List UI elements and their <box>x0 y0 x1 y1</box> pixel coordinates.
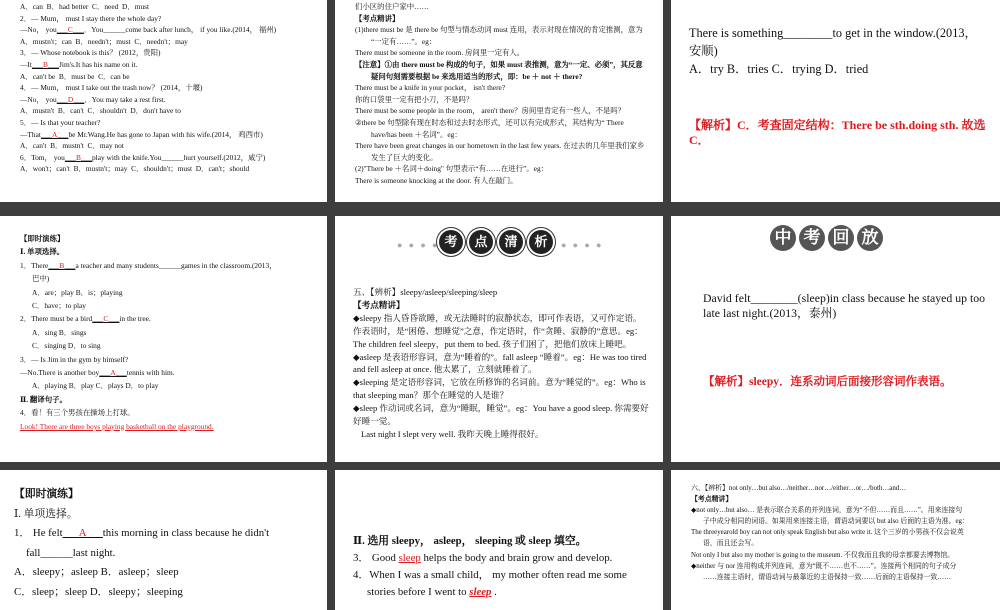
question-options: A．try B．tries C．trying D．tried <box>689 62 869 76</box>
text-line: fall______last night. <box>26 546 116 559</box>
text-line: 巴中) <box>32 274 50 284</box>
slide-there-must-be[interactable] <box>335 0 663 202</box>
text-line: 3． Good sleep helps the body and brain grow and develop. <box>353 552 613 564</box>
text-line: A．mustn't；can B．needn't；must C．needn't；may <box>20 36 188 46</box>
text-line: A．playing B．play C．plays D．to play <box>32 381 159 391</box>
text-line: A．mustn't B．can't C．shouldn't D．don't have to <box>20 106 181 116</box>
answer-explanation: 【解析】C．考查固定结构：There be sth.doing sth. 故选C． <box>689 118 986 147</box>
banner-char: 清 <box>499 230 523 254</box>
text-paragraph: ◆sleepy 指人昏昏欲睡，或无法睡时的寂静状态，即可作表语，又可作定语。作表语时，是“困倦、想睡觉”之意，作定语时，作“贪睡、寂静的”意思。eg：The children feel sleepy，put them to bed. 孩子们困了，把他们放床上睡吧。 <box>353 312 643 349</box>
text-line: 4．看！有三个男孩在操场上打球。 <box>20 408 135 418</box>
slide-modal-verbs-practice[interactable] <box>0 0 327 202</box>
slide-sleepy-analysis[interactable] <box>335 216 663 462</box>
slide-exam-question-there-be[interactable] <box>671 0 1000 202</box>
text-line: 3．— Whose notebook is this？ (2012，贵阳) <box>20 48 161 58</box>
section-subheading: Ⅱ. 翻译句子。 <box>20 394 67 404</box>
text-line: (2)"There be ＋名词＋doing" 句型表示“有……在进行”。eg： <box>355 164 549 174</box>
banner-char: 析 <box>529 230 553 254</box>
text-line: There have been great changes in our hometown in the last few years. 在过去的几年里我们家乡 <box>355 141 645 151</box>
slide-practice-there-be[interactable] <box>0 216 327 462</box>
text-line: ……连接主语时，谓语动词与最靠近的主语保持一致……后面的主语保持一致…… <box>703 573 952 581</box>
text-line: C．sleep；sleep D．sleepy；sleeping <box>14 585 183 598</box>
banner-char: 放 <box>857 225 883 251</box>
banner-char: 考 <box>439 230 463 254</box>
text-line: 你的口袋里一定有把小刀，不是吗？ <box>355 94 474 104</box>
text-line: C．have；to play <box>32 301 86 311</box>
text-line: A．can't be B．must be C．can be <box>20 71 130 81</box>
text-line: —It___B___Jim's.It has his name on it. <box>20 59 138 69</box>
text-line: 4．When I was a small child， my mother often read me some <box>353 569 627 581</box>
section-heading: 【即时演练】 <box>14 488 79 500</box>
text-line: A．won't；can't B．mustn't；may C．shouldn't；must D．can't；should <box>20 164 250 174</box>
text-line: stories before I went to sleep . <box>367 586 497 598</box>
text-line: 【注意】①由 there must be 构成的句子，如果 must 表推测，意为“一定、必须”，其反意 <box>355 59 643 69</box>
question-text: David felt________(sleep)in class because he stayed up too late last night.(2013，泰州) <box>703 291 986 320</box>
text-line: The threeyearold boy can not only speak English but also write it. 这个三岁的小男孩不仅会说英 <box>691 529 964 537</box>
text-line: A．can't B．mustn't C．may not <box>20 141 124 151</box>
text-line: have/has been ＋名词”。eg： <box>371 129 462 139</box>
text-line: 6．Tom， you___B___play with the knife.You______hurt yourself.(2012，咸宁) <box>20 152 266 162</box>
section-subheading: Ⅰ. 单项选择。 <box>20 247 65 257</box>
text-line: 3．— Is Jim in the gym by himself? <box>20 354 129 364</box>
text-line: 5．— Is that your teacher? <box>20 117 101 127</box>
text-line: “一定有……”。eg： <box>371 36 437 46</box>
text-line: There is someone knocking at the door. 有人在敲门。 <box>355 175 518 185</box>
text-line: There must be a knife in your pocket， isn't there? <box>355 83 506 93</box>
text-line: 子中成分相同的词语。如果用来连接主语，谓语动词要以 but also 后面的主语为准。eg： <box>703 518 969 526</box>
text-line: 2．— Mum， must I stay there the whole day? <box>20 13 162 23</box>
banner-char: 中 <box>770 225 796 251</box>
decor-dots: ● ● ● ● <box>397 240 440 250</box>
text-paragraph: ◆sleeping 是定语形容词，它放在所修饰的名词前。意为“睡觉的”。eg：Who is that sleeping man？那个在睡觉的人是谁？ <box>353 377 646 401</box>
text-line: 们小区的住户家中…… <box>355 2 429 11</box>
section-subheading: Ⅰ. 单项选择。 <box>14 507 78 520</box>
slide-fill-blank-sleep[interactable] <box>335 470 663 610</box>
text-line: There must be some people in the room， aren't there？房间里肯定有一些人，不是吗？ <box>355 106 626 116</box>
text-line: Not only I but also my mother is going to the museum. 不仅我而且我的母亲都要去博物馆。 <box>691 551 955 559</box>
analysis-body <box>353 286 649 441</box>
section-subheading: 【考点精讲】 <box>353 299 405 310</box>
answer-text: Look! There are three boys playing basketball on the playground. <box>20 421 214 431</box>
text-paragraph: ◆asleep 是表语形容词，意为“睡着的”。fall asleep “睡着”。eg：He was too tired and fell asleep at once. 他太累了，立刻就睡着了。 <box>353 351 647 375</box>
text-line: 发生了巨大的变化。 <box>371 152 438 162</box>
text-line: 4．— Mum， must I take out the trash now？ (2014，十堰) <box>20 83 203 93</box>
text-line: 语，而且还会写。 <box>703 540 759 548</box>
text-line: A．can B．had better C．need D．must <box>20 2 150 11</box>
text-line: A．sing B．sings <box>32 327 87 337</box>
section-heading: 五、【辨析】sleepy/asleep/sleeping/sleep <box>353 287 498 297</box>
answer-explanation: 【解析】sleepy．连系动词后面接形容词作表语。 <box>703 376 952 388</box>
review-body <box>703 291 986 390</box>
text-line: ◆neither 与 nor 连用构成并列连词，意为“既不……也不……”。连接两个相同的句子成分 <box>691 562 957 570</box>
text-line: 疑问句刻需要根据 be 来选用适当的形式，即：be ＋ not ＋ there? <box>371 71 583 81</box>
banner-char: 考 <box>799 225 825 251</box>
text-line: A．are；play B．is；playing <box>32 287 123 297</box>
banner-char: 点 <box>469 230 493 254</box>
section-subheading: 【考点精讲】 <box>691 496 733 504</box>
question-text: There is something________to get in the window.(2013，安顺) <box>689 26 977 58</box>
banner-char: 回 <box>828 225 854 251</box>
text-line: ◆not only…but also… 是表示联合关系的并列连词，意为“不但……而且……”。用来连接句 <box>691 507 963 515</box>
text-line: 1． He felt___A___this morning in class because he didn't <box>14 527 270 540</box>
text-line: C．singing D．to sing <box>32 341 101 351</box>
section-subheading: Ⅱ. 选用 sleepy， asleep， sleeping 或 sleep 填空。 <box>353 535 587 547</box>
section-heading: 【考点精讲】 <box>355 13 400 23</box>
text-line: There must be someone in the room. 房间里一定有人。 <box>355 48 525 58</box>
text-line: 1．There___B___a teacher and many students______games in the classroom.(2013， <box>20 260 277 270</box>
text-line: —That___A___be Mr.Wang.He has gone to Japan with his wife.(2014， 鸡西市) <box>20 129 263 139</box>
text-line: —No， you___C___．You______come back after lunch， if you like.(2014， 福州) <box>20 25 277 35</box>
section-heading: 【即时演练】 <box>20 234 65 243</box>
slide-exam-review-sleepy[interactable] <box>671 216 1000 462</box>
slide-not-only-but-also[interactable] <box>671 470 1000 610</box>
text-paragraph: Last night I slept very well. 我昨天晚上睡得很好。 <box>361 428 544 439</box>
decor-dots: ● ● ● ● <box>561 240 604 250</box>
text-line: —No.There is another boy___A___tennis with him. <box>20 368 175 378</box>
text-line: ②there be 句型除有现在时态和过去时态形式，还可以有完成形式，其结构为“ There <box>355 117 624 127</box>
slide-practice-sleepy[interactable] <box>0 470 327 610</box>
text-line: 2．There must be a bird___C___in the tree. <box>20 314 151 324</box>
text-paragraph: ◆sleep 作动词或名词，意为“睡眠，睡觉”。eg：You have a good sleep. 你需要好好睡一觉。 <box>353 403 649 427</box>
topic-banner <box>335 228 663 258</box>
section-heading: 六、【辨析】not only…but also…/neither…nor…/either…or…/both…and… <box>691 485 907 492</box>
text-line: A．sleepy；asleep B．asleep；sleep <box>14 566 179 579</box>
text-line: —No， you___D___．You may take a rest first. <box>20 94 166 104</box>
text-line: (1)there must be 是 there be 句型与情态动词 must 连用，表示对现在情况的肯定推测，意为 <box>355 25 643 35</box>
